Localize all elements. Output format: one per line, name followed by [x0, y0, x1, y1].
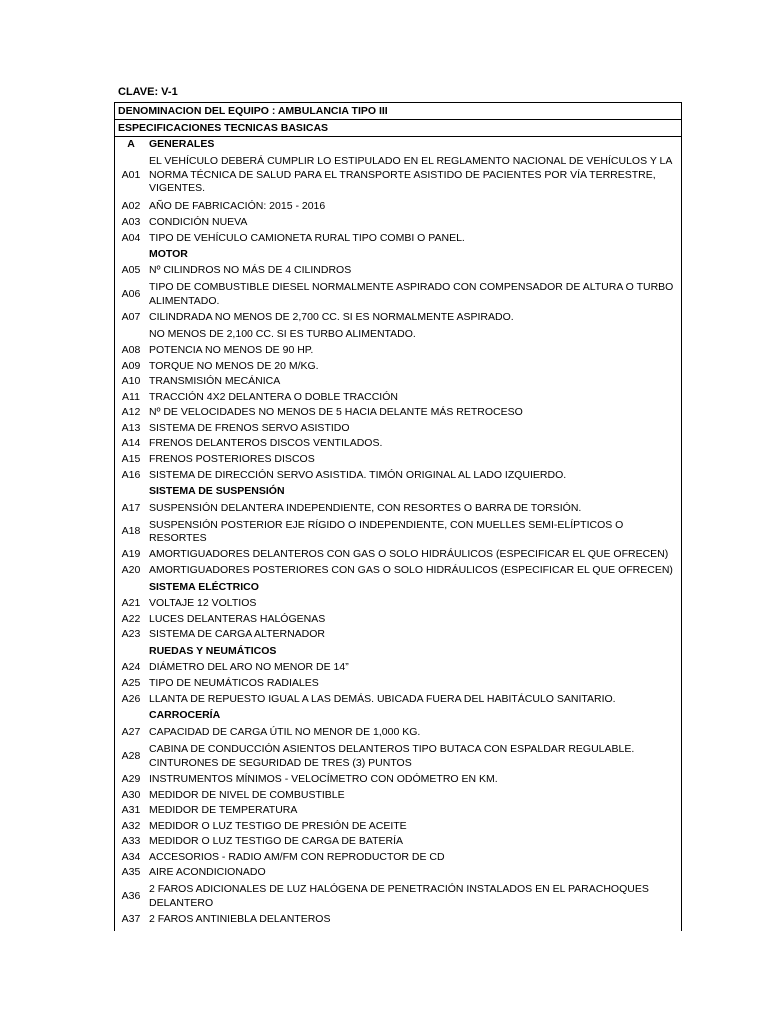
- specifications-header: ESPECIFICACIONES TECNICAS BASICAS: [115, 120, 681, 137]
- spec-text: AÑO DE FABRICACIÓN: 2015 - 2016: [149, 200, 326, 213]
- section-row: [115, 137, 681, 152]
- spec-code: A20: [121, 564, 141, 577]
- spec-code: A02: [121, 200, 141, 213]
- spec-text: FRENOS DELANTEROS DISCOS VENTILADOS.: [149, 437, 383, 450]
- document-code: CLAVE: V-1: [118, 86, 178, 98]
- spec-text: TIPO DE NEUMÁTICOS RADIALES: [149, 677, 319, 690]
- spec-row: [115, 215, 681, 231]
- spec-row: [115, 850, 681, 865]
- spec-text: SISTEMA DE DIRECCIÓN SERVO ASISTIDA. TIMÓN ORIGINAL AL LADO IZQUIERDO.: [149, 468, 567, 481]
- spec-text: AMORTIGUADORES POSTERIORES CON GAS O SOLO HIDRÁULICOS (ESPECIFICAR EL QUE OFRECEN): [149, 564, 673, 577]
- spec-text: MEDIDOR DE TEMPERATURA: [149, 804, 298, 817]
- spec-code: A37: [121, 913, 141, 926]
- spec-row: [115, 772, 681, 788]
- spec-code: A05: [121, 264, 141, 277]
- spec-row: [115, 627, 681, 643]
- spec-code: A06: [121, 287, 141, 300]
- section-title: RUEDAS Y NEUMÁTICOS: [149, 644, 277, 657]
- spec-code: [115, 708, 147, 724]
- spec-code: A25: [121, 677, 141, 690]
- spec-code: A: [127, 137, 135, 150]
- spec-code: A31: [121, 804, 141, 817]
- section-title: SISTEMA DE SUSPENSIÓN: [149, 485, 285, 498]
- spec-row: [115, 803, 681, 819]
- spec-row: [115, 326, 681, 343]
- spec-text: SISTEMA DE FRENOS SERVO ASISTIDO: [149, 421, 350, 434]
- section-title: SISTEMA ELÉCTRICO: [149, 580, 259, 593]
- spec-row: [115, 390, 681, 405]
- spec-row: [115, 724, 681, 741]
- spec-text: NO MENOS DE 2,100 CC. SI ES TURBO ALIMENTADO.: [149, 327, 416, 340]
- spec-text: MEDIDOR O LUZ TESTIGO DE PRESIÓN DE ACEITE: [149, 819, 407, 832]
- spec-row: [115, 405, 681, 421]
- spec-text: LLANTA DE REPUESTO IGUAL A LAS DEMÁS. UBICADA FUERA DEL HABITÁCULO SANITARIO.: [149, 693, 616, 706]
- spec-text: SUSPENSIÓN DELANTERA INDEPENDIENTE, CON RESORTES O BARRA DE TORSIÓN.: [149, 501, 582, 514]
- spec-row: [115, 152, 681, 199]
- spec-code: [115, 643, 147, 660]
- spec-code: A22: [121, 612, 141, 625]
- section-row: [115, 579, 681, 596]
- spec-text: AIRE ACONDICIONADO: [149, 866, 266, 879]
- spec-code: A23: [121, 628, 141, 641]
- spec-code: A27: [121, 725, 141, 738]
- spec-code: A19: [121, 548, 141, 561]
- spec-text: CILINDRADA NO MENOS DE 2,700 CC. SI ES NORMALMENTE ASPIRADO.: [149, 311, 514, 324]
- spec-code: A09: [121, 359, 141, 372]
- spec-code: A01: [121, 168, 141, 181]
- spec-code: A14: [121, 437, 141, 450]
- spec-text: FRENOS POSTERIORES DISCOS: [149, 452, 315, 465]
- spec-code: A10: [121, 375, 141, 388]
- spec-code: A12: [121, 406, 141, 419]
- spec-code: A04: [121, 232, 141, 245]
- spec-text: ACCESORIOS - RADIO AM/FM CON REPRODUCTOR DE CD: [149, 850, 445, 863]
- spec-row: [115, 834, 681, 850]
- spec-text: TIPO DE VEHÍCULO CAMIONETA RURAL TIPO COMBI O PANEL.: [149, 232, 465, 245]
- spec-row: [115, 436, 681, 452]
- spec-text: POTENCIA NO MENOS DE 90 HP.: [149, 344, 314, 357]
- section-title: GENERALES: [149, 137, 215, 150]
- spec-code: [115, 247, 147, 263]
- spec-row: [115, 500, 681, 517]
- section-title: MOTOR: [149, 248, 188, 261]
- section-row: [115, 484, 681, 500]
- spec-text: TIPO DE COMBUSTIBLE DIESEL NORMALMENTE ASPIRADO CON COMPENSADOR DE ALTURA O TURBO ALIMENTADO.: [149, 281, 674, 307]
- spec-row: [115, 231, 681, 247]
- spec-row: [115, 547, 681, 563]
- spec-text: MEDIDOR O LUZ TESTIGO DE CARGA DE BATERÍA: [149, 835, 403, 848]
- spec-code: A11: [122, 390, 140, 403]
- spec-text: TORQUE NO MENOS DE 20 M/KG.: [149, 359, 319, 372]
- spec-row: [115, 563, 681, 579]
- spec-code: A34: [121, 850, 141, 863]
- spec-code: A26: [121, 693, 141, 706]
- specs-rows: [115, 137, 681, 928]
- spec-code: A24: [121, 661, 141, 674]
- spec-code: [115, 484, 147, 500]
- spec-row: [115, 517, 681, 547]
- spec-text: DIÁMETRO DEL ARO NO MENOR DE 14”: [149, 661, 349, 674]
- spec-row: [115, 788, 681, 803]
- spec-row: [115, 912, 681, 928]
- spec-row: [115, 692, 681, 708]
- spec-row: [115, 452, 681, 467]
- spec-code: A15: [121, 452, 141, 465]
- spec-row: [115, 374, 681, 390]
- spec-text: 2 FAROS ANTINIEBLA DELANTEROS: [149, 913, 331, 926]
- spec-row: [115, 676, 681, 692]
- spec-row: [115, 359, 681, 374]
- spec-row: [115, 263, 681, 279]
- spec-code: A21: [121, 597, 141, 610]
- spec-text: TRANSMISIÓN MECÁNICA: [149, 375, 281, 388]
- spec-code: A29: [121, 773, 141, 786]
- spec-row: [115, 279, 681, 310]
- specs-table: [115, 137, 681, 928]
- spec-text: CAPACIDAD DE CARGA ÚTIL NO MENOR DE 1,000 KG.: [149, 725, 421, 738]
- spec-code: A28: [121, 749, 141, 762]
- section-row: [115, 708, 681, 724]
- section-row: [115, 643, 681, 660]
- spec-row: [115, 421, 681, 436]
- spec-text: SUSPENSIÓN POSTERIOR EJE RÍGIDO O INDEPENDIENTE, CON MUELLES SEMI-ELÍPTICOS O RESORTES: [149, 518, 624, 544]
- spec-code: A13: [121, 421, 141, 434]
- spec-code: [115, 326, 147, 343]
- spec-row: [115, 865, 681, 881]
- spec-row: [115, 660, 681, 676]
- spec-row: [115, 310, 681, 326]
- spec-row: [115, 612, 681, 627]
- spec-text: EL VEHÍCULO DEBERÁ CUMPLIR LO ESTIPULADO EN EL REGLAMENTO NACIONAL DE VEHÍCULOS Y LA NORMA TÉCNICA DE SALUD PARA EL TRANSPORTE ASISTIDO DE PACIENTES POR VÍA TERRESTRE, VIGENTES.: [149, 155, 672, 195]
- spec-code: A32: [121, 819, 141, 832]
- spec-code: A35: [121, 866, 141, 879]
- spec-row: [115, 467, 681, 484]
- equipment-denomination: DENOMINACION DEL EQUIPO : AMBULANCIA TIPO III: [115, 103, 681, 120]
- spec-code: A08: [121, 344, 141, 357]
- spec-code: [115, 579, 147, 596]
- spec-row: [115, 741, 681, 772]
- spec-text: INSTRUMENTOS MÍNIMOS - VELOCÍMETRO CON ODÓMETRO EN KM.: [149, 773, 498, 786]
- spec-code: A18: [121, 525, 141, 538]
- spec-code: A17: [121, 501, 141, 514]
- spec-row: [115, 596, 681, 612]
- spec-code: A07: [121, 311, 141, 324]
- spec-code: A33: [121, 835, 141, 848]
- section-row: [115, 247, 681, 263]
- spec-row: [115, 881, 681, 912]
- spec-text: Nº DE VELOCIDADES NO MENOS DE 5 HACIA DELANTE MÁS RETROCESO: [149, 406, 523, 419]
- spec-text: LUCES DELANTERAS HALÓGENAS: [149, 612, 326, 625]
- spec-text: AMORTIGUADORES DELANTEROS CON GAS O SOLO HIDRÁULICOS (ESPECIFICAR EL QUE OFRECEN): [149, 548, 669, 561]
- spec-text: MEDIDOR DE NIVEL DE COMBUSTIBLE: [149, 788, 345, 801]
- spec-text: CABINA DE CONDUCCIÓN ASIENTOS DELANTEROS TIPO BUTACA CON ESPALDAR REGULABLE. CINTURONES DE SEGURIDAD DE TRES (3) PUNTOS: [149, 743, 635, 769]
- spec-row: [115, 343, 681, 359]
- spec-text: SISTEMA DE CARGA ALTERNADOR: [149, 628, 326, 641]
- spec-code: A36: [121, 889, 141, 902]
- spec-text: 2 FAROS ADICIONALES DE LUZ HALÓGENA DE PENETRACIÓN INSTALADOS EN EL PARACHOQUES DELANTERO: [149, 883, 649, 909]
- spec-text: TRACCIÓN 4X2 DELANTERA O DOBLE TRACCIÓN: [149, 390, 398, 403]
- spec-text: VOLTAJE 12 VOLTIOS: [149, 597, 257, 610]
- spec-text: Nº CILINDROS NO MÁS DE 4 CILINDROS: [149, 264, 352, 277]
- spec-code: A03: [121, 216, 141, 229]
- spec-text: CONDICIÓN NUEVA: [149, 216, 248, 229]
- section-title: CARROCERÍA: [149, 709, 221, 722]
- spec-row: [115, 819, 681, 834]
- spec-row: [115, 199, 681, 215]
- specification-table: [114, 102, 682, 931]
- spec-code: A16: [121, 468, 141, 481]
- spec-code: A30: [121, 788, 141, 801]
